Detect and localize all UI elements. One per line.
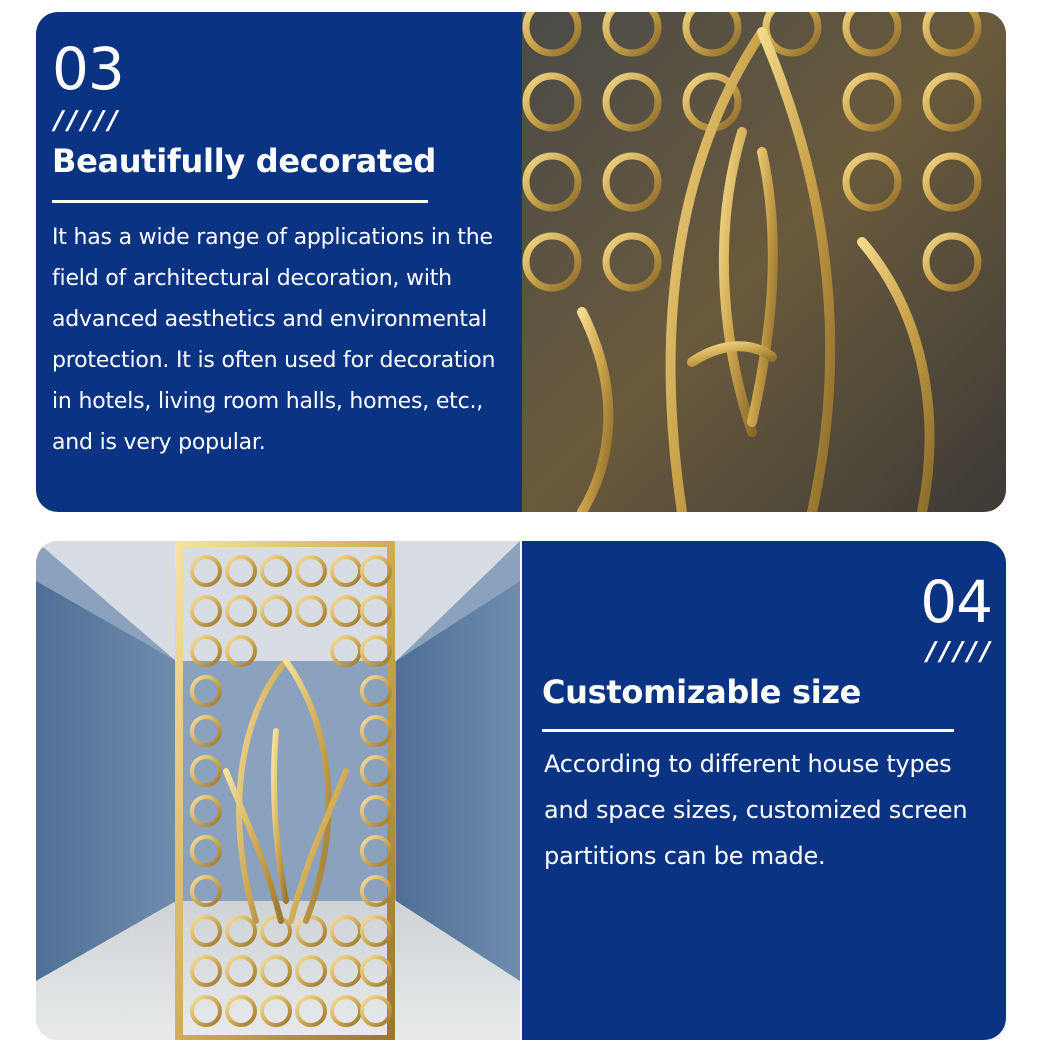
room-photo-graphic (36, 541, 520, 1040)
section-body: According to different house types and space sizes, customized screen partitions can be made. (544, 750, 968, 870)
section-number: 04 (920, 568, 992, 636)
text-panel-04 (522, 541, 1006, 1040)
gold-screen-partition-room-photo (36, 541, 520, 1040)
slash-decoration: ///// (54, 106, 122, 136)
section-number: 03 (52, 35, 124, 103)
feature-card-03 (36, 12, 1006, 512)
slash-decoration: ///// (926, 637, 994, 667)
feature-card-04 (36, 541, 1006, 1040)
heading-underline (52, 200, 428, 203)
heading-underline (542, 729, 954, 732)
text-panel-03 (36, 12, 522, 512)
section-heading: Beautifully decorated (52, 142, 436, 180)
section-body: It has a wide range of applications in the field of architectural decoration, with advanced aesthetics and environmental protection. It is often used for decoration in hotels, living room halls, homes, etc., and is very popular. (52, 225, 496, 455)
gold-screen-closeup-photo (522, 12, 1006, 512)
section-heading: Customizable size (542, 673, 862, 711)
closeup-photo-graphic (522, 12, 1006, 512)
